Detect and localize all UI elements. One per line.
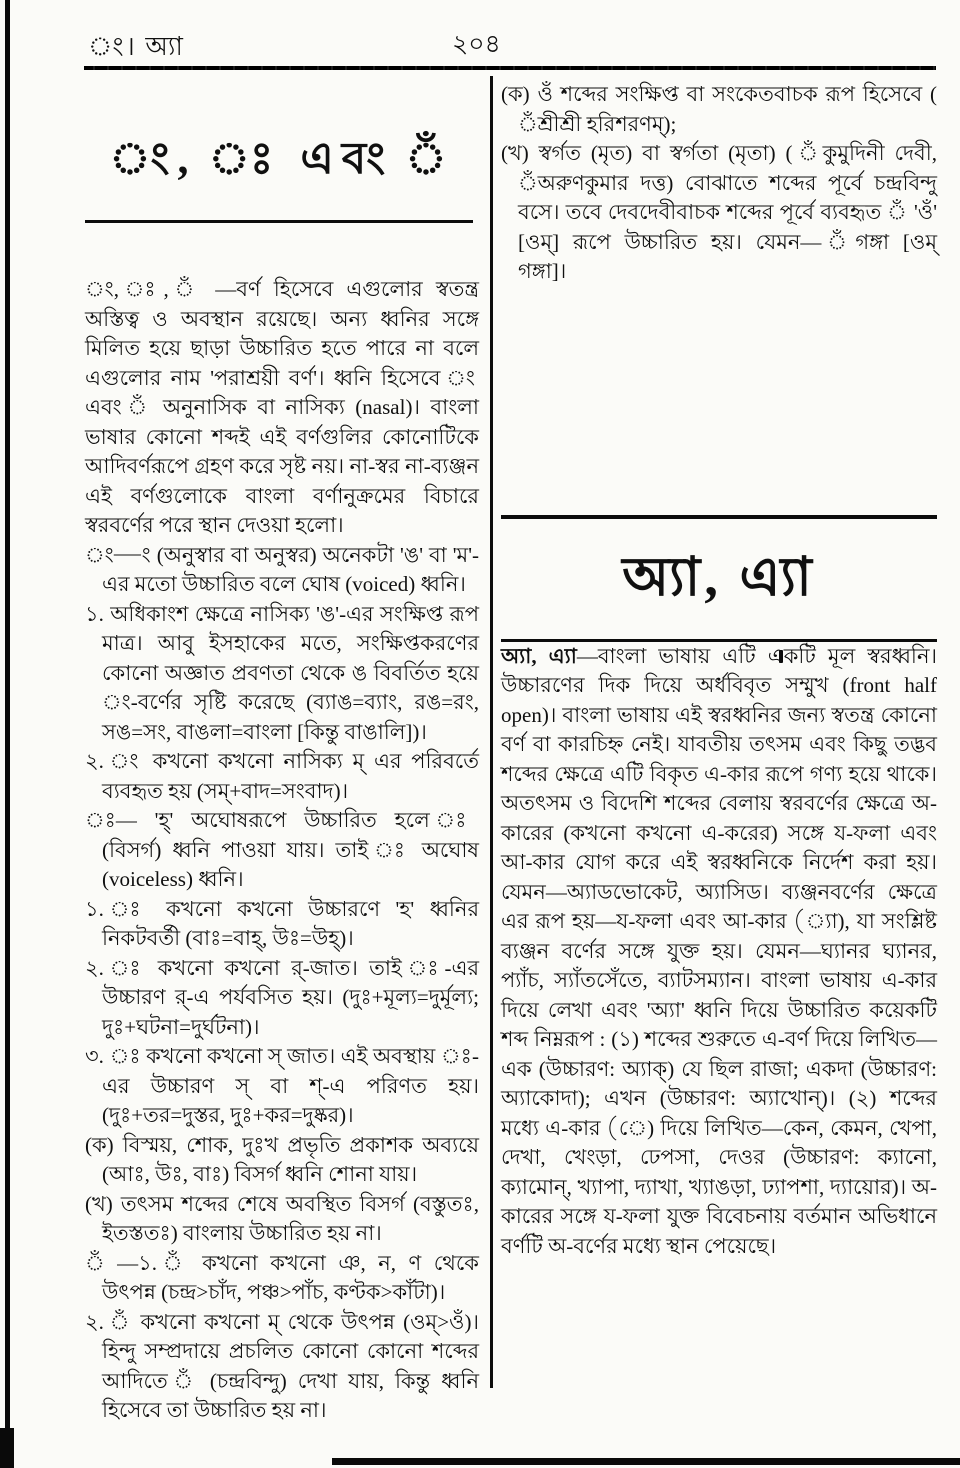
paragraph: ঁ —১. ঁ কখনো কখনো ঞ, ন, ণ থেকে উৎপন্ন (চন্দ্র>চাঁদ, পঞ্চ>পাঁচ, কণ্টক>কাঁটা)।: [85, 1250, 479, 1304]
paragraph: ২. ঃ কখনো কখনো র্-জাত। তাই ঃ-এর উচ্চারণ র্-এ পর্যবসিত হয়। (দুঃ+মূল্য=দুর্মূল্য; দুঃ+ঘটনা=দুর্ঘটনা)।: [85, 955, 479, 1039]
header-rule: [84, 66, 936, 70]
paragraph: (খ) স্বর্গত (মৃত) বা স্বর্গতা (মৃতা) ( ঁকুমুদিনী দেবী, ঁঅরুণকুমার দত্ত) বোঝাতে শব্দের পূর্বে চন্দ্রবিন্দু বসে। তবে দেবদেবীবাচক শব্দের পূর্বে ব্যবহৃত ঁ 'ওঁ' [ওম্] রূপে উচ্চারিত হয়। যেমন— ঁগঙ্গা [ওম্ গঙ্গা]।: [501, 141, 937, 283]
section-heading-rule-left: [85, 220, 473, 223]
entry-body-text: —বাংলা ভাষায় এটি একটি মূল স্বরধ্বনি। উচ্চারণের দিক দিয়ে অর্ধবিবৃত সম্মুখ (front half open)। বাংলা ভাষায় এই স্বরধ্বনির জন্য স্বতন্ত্র কোনো বর্ণ বা কারচিহ্ন নেই। যাবতীয় তৎসম এবং কিছু তদ্ভব শব্দের ক্ষেত্রে এটি বিকৃত এ-কার রূপে গণ্য হয়ে থাকে। অতৎসম ও বিদেশি শব্দের বেলায় স্বরবর্ণের ক্ষেত্রে অ-কারের (কখনো কখনো এ-করের) সঙ্গে য-ফলা এবং আ-কার যোগ করে এই স্বরধ্বনিকে নির্দেশ করা হয়। যেমন—অ্যাডভোকেট, অ্যাসিড। ব্যঞ্জনবর্ণের ক্ষেত্রে এর রূপ হয়—য-ফলা এবং আ-কার (্যা), যা সংশ্লিষ্ট ব্যঞ্জন বর্ণের সঙ্গে যুক্ত হয়। যেমন—ঘ্যানর ঘ্যানর, প্যাঁচ, স্যাঁতসেঁতে, ব্যাটসম্যান। বাংলা ভাষায় এ-কার দিয়ে লেখা এবং 'অ্যা' ধ্বনি দিয়ে উচ্চারিত কয়েকটি শব্দ নিম্নরূপ : (১) শব্দের শুরুতে এ-বর্ণ দিয়ে লিখিত—এক (উচ্চারণ: অ্যাক্) যে ছিল রাজা; একদা (উচ্চারণ: অ্যাকোদা); এখন (উচ্চারণ: অ্যাখোন্)। (২) শব্দের মধ্যে এ-কার (ে) দিয়ে লিখিত—কেন, কেমন, খেপা, দেখা, খেংড়া, ঢেপসা, দেওর (উচ্চারণ: ক্যানো, ক্যামোন্, খ্যাপা, দ্যাখা, খ্যাঙড়া, ঢ্যাপশা, দ্যায়োর)। অ-কারের সঙ্গে য-ফলা যুক্ত বিবেচনায় বর্তমান অভিধানে বর্ণটি অ-বর্ণের মধ্যে স্থান পেয়েছে।: [501, 643, 937, 1258]
entry-rule-top: [501, 515, 937, 519]
section-heading-left: ং, ঃ এবং ঁ: [109, 134, 455, 183]
paragraph: ং—ং (অনুস্বার বা অনুস্বর) অনেকটা 'ঙ' বা 'ম'-এর মতো উচ্চারিত বলে ঘোষ (voiced) ধ্বনি।: [85, 542, 479, 596]
right-column: [501, 80, 937, 1261]
scan-left-border-foot: [0, 1428, 14, 1468]
paragraph: ২. ং কখনো কখনো নাসিক্য ম্ এর পরিবর্তে ব্যবহৃত হয় (সম্+বাদ=সংবাদ)।: [85, 749, 479, 803]
paragraph: ঃ— 'হ্' অঘোষরূপে উচ্চারিত হলে ঃ (বিসর্গ) ধ্বনি পাওয়া যায়। তাই ঃ অঘোষ (voiceless) ধ্বনি।: [85, 808, 479, 891]
paragraph: (ক) বিস্ময়, শোক, দুঃখ প্রভৃতি প্রকাশক অব্যয়ে (আঃ, উঃ, বাঃ) বিসর্গ ধ্বনি শোনা যায়।: [85, 1132, 479, 1186]
paragraph: ং, ঃ, ঁ —বর্ণ হিসেবে এগুলোর স্বতন্ত্র অস্তিত্ব ও অবস্থান রয়েছে। অন্য ধ্বনির সঙ্গে মিলিত হয়ে ছাড়া উচ্চারিত হতে পারে না বলে এগুলোর নাম 'পরাশ্রয়ী বর্ণ'। ধ্বনি হিসেবে ং এবং ঁ অনুনাসিক বা নাসিক্য (nasal)। বাংলা ভাষার কোনো শব্দই এই বর্ণগুলির কোনোটিকে আদিবর্ণরূপে গ্রহণ করে সৃষ্ট নয়। না-স্বর না-ব্যঞ্জন এই বর্ণগুলোকে বাংলা বর্ণানুক্রমের বিচারে স্বরবর্ণের পরে স্থান দেওয়া হলো।: [85, 277, 479, 537]
page-number: ২০৪: [452, 31, 501, 58]
entry-headword: অ্যা, এ্যা: [501, 643, 577, 668]
paragraph: ২. ঁ কখনো কখনো ম্ থেকে উৎপন্ন (ওম্>ওঁ)। হিন্দু সম্প্রদায়ে প্রচলিত কোনো কোনো শব্দের আদিতে ঁ (চন্দ্রবিন্দু) দেখা যায়, কিন্তু ধ্বনি হিসেবে তা উচ্চারিত হয় না।: [85, 1309, 479, 1422]
entry-body: [501, 642, 937, 1262]
scan-left-border: [5, 0, 10, 1468]
column-divider: [490, 76, 493, 1388]
left-column-body: [85, 275, 479, 1426]
left-column: [85, 108, 479, 1426]
paragraph: ১. ঃ কখনো কখনো উচ্চারণে 'হ' ধ্বনির নিকটবর্তী (বাঃ=বাহ্, উঃ=উহ্)।: [85, 896, 479, 950]
running-head: ং। অ্যা: [88, 32, 185, 61]
paragraph: (খ) তৎসম শব্দের শেষে অবস্থিত বিসর্গ (বস্তুতঃ, ইতস্ততঃ) বাংলায় উচ্চারিত হয় না।: [85, 1191, 479, 1245]
paragraph: ১. অধিকাংশ ক্ষেত্রে নাসিক্য 'ঙ'-এর সংক্ষিপ্ত রূপ মাত্র। আবু ইসহাকের মতে, সংক্ষিপ্তকরণের কোনো অজ্ঞাত প্রবণতা থেকে ঙ বিবর্তিত হয়ে ং-বর্ণের সৃষ্টি করেছে (ব্যাঙ=ব্যাং, রঙ=রং, সঙ=সং, বাঙলা=বাংলা [কিন্তু বাঙালি])।: [85, 601, 479, 744]
right-column-continuation: [501, 80, 937, 287]
entry-heading: অ্যা, এ্যা: [622, 546, 816, 607]
paragraph: (ক) ওঁ শব্দের সংক্ষিপ্ত বা সংকেতবাচক রূপ হিসেবে ( ঁশ্রীশ্রী হরিশরণম্);: [501, 82, 937, 136]
scan-bottom-bar: [332, 1458, 960, 1465]
paragraph: ৩. ঃ কখনো কখনো স্ জাত। এই অবস্থায় ঃ-এর উচ্চারণ স্ বা শ্-এ পরিণত হয়। (দুঃ+তর=দুস্তর, দুঃ+কর=দুষ্কর)।: [85, 1044, 479, 1127]
